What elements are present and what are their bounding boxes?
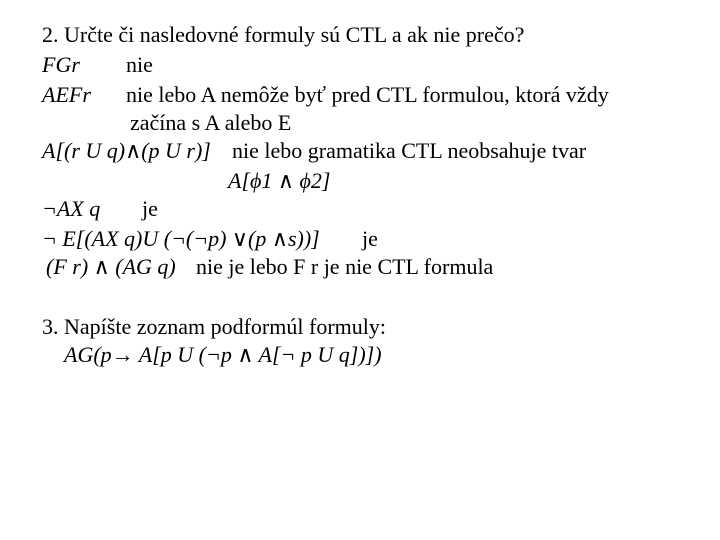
item-answer: je: [142, 196, 158, 221]
task-2-heading: 2. Určte či nasledovné formuly sú CTL a ak nie prečo?: [42, 22, 525, 47]
item-formula: A[(r U q)∧(p U r)]: [42, 138, 211, 163]
item-answer-continuation: A[ϕ1 ∧ ϕ2]: [228, 168, 331, 193]
item-answer: nie je lebo F r je nie CTL formula: [196, 254, 494, 279]
item-formula: AEFr: [42, 82, 91, 107]
task-3-formula: AG(p→ A[p U (¬p ∧ A[¬ p U q])]): [64, 342, 382, 367]
item-formula: FGr: [42, 52, 80, 77]
item-answer: je: [362, 226, 378, 251]
item-answer: nie lebo A nemôže byť pred CTL formulou, ktorá vždy: [126, 82, 609, 107]
item-formula: ¬ E[(AX q)U (¬(¬p) ∨(p ∧s))]: [42, 226, 320, 251]
item-answer: nie lebo gramatika CTL neobsahuje tvar: [232, 138, 587, 163]
item-formula: ¬AX q: [42, 196, 101, 221]
item-formula: (F r) ∧ (AG q): [46, 254, 176, 279]
item-answer: nie: [126, 52, 153, 77]
item-answer-continuation: začína s A alebo E: [130, 110, 292, 135]
task-3-heading: 3. Napíšte zoznam podformúl formuly:: [42, 314, 386, 339]
